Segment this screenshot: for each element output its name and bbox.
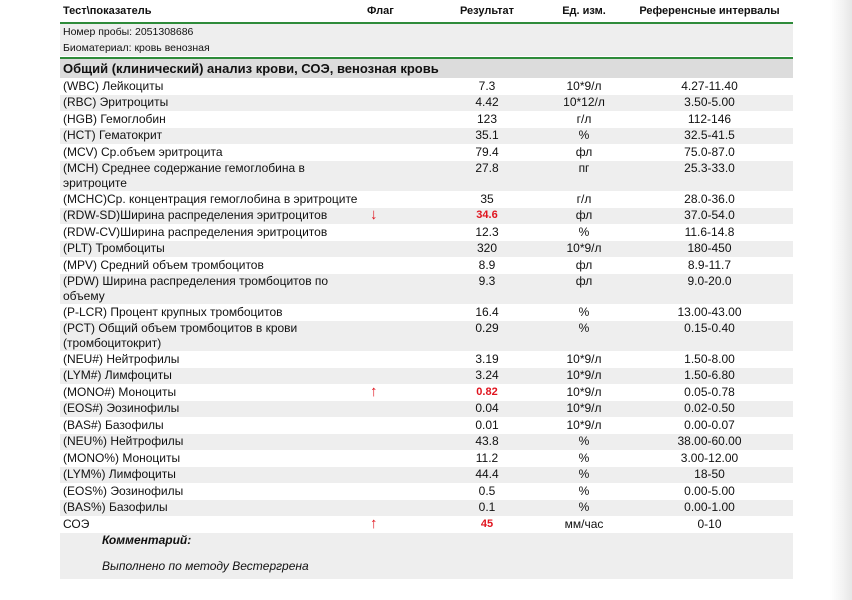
result-value: 34.6 (476, 209, 498, 221)
result-value: 45 (480, 517, 494, 530)
unit-value: % (578, 467, 590, 481)
reference-range: 75.0-87.0 (684, 144, 735, 159)
reference-range: 0-10 (697, 516, 722, 531)
reference-range: 8.9-11.7 (687, 257, 732, 272)
test-name: (MCV) Ср.объем эритроцита (63, 144, 223, 159)
result-value: 4.42 (475, 95, 499, 109)
unit-value: % (578, 321, 590, 335)
result-value: 43.8 (475, 434, 499, 448)
reference-range: 0.00-0.07 (684, 417, 735, 432)
test-name: (BAS#) Базофилы (63, 417, 164, 432)
test-name: (RDW-CV)Ширина распределения эритроцитов (63, 224, 328, 239)
reference-range: 9.0-20.0 (687, 274, 732, 288)
table-row (60, 241, 793, 258)
arrow-down-icon: ↓ (370, 206, 378, 223)
unit-value: % (578, 483, 590, 498)
reference-range: 1.50-8.00 (684, 351, 735, 366)
table-row (60, 78, 793, 95)
unit-value: фл (575, 144, 593, 159)
result-value: 123 (476, 111, 498, 126)
table-row (60, 128, 793, 145)
unit-value: 10*9/л (566, 351, 602, 366)
result-value: 16.4 (475, 304, 499, 319)
result-value: 7.3 (478, 78, 496, 93)
result-value: 320 (476, 241, 498, 255)
unit-value: % (578, 304, 590, 319)
lab-report (60, 0, 793, 579)
unit-value: % (578, 500, 590, 514)
reference-range: 0.00-1.00 (684, 500, 735, 514)
test-name: (EOS%) Эозинофилы (63, 483, 184, 498)
unit-value: фл (575, 257, 593, 272)
test-name: СОЭ (63, 516, 90, 531)
col-ref: Референсные интервалы (639, 5, 780, 17)
reference-range: 3.00-12.00 (680, 450, 739, 465)
table-row (60, 450, 793, 467)
test-name: (MONO%) Моноциты (63, 450, 181, 465)
table-row (60, 304, 793, 321)
unit-value: 10*9/л (566, 241, 602, 255)
col-result: Результат (459, 5, 515, 17)
table-row (60, 257, 793, 274)
table-row (60, 500, 793, 517)
reference-range: 4.27-11.40 (681, 78, 738, 93)
table-row (60, 483, 793, 500)
test-name: (PDW) Ширина распределения тромбоцитов по объему (63, 274, 329, 303)
table-row (60, 384, 793, 401)
result-value: 0.82 (476, 385, 498, 398)
table-row (60, 368, 793, 385)
reference-range: 28.0-36.0 (684, 191, 735, 206)
table-row (60, 516, 793, 533)
unit-value: мм/час (564, 516, 604, 531)
table-row (60, 191, 793, 208)
reference-range: 25.3-33.0 (684, 161, 735, 175)
col-flag: Флаг (367, 5, 394, 17)
section-title: Общий (клинический) анализ крови, СОЭ, венозная кровь (60, 57, 793, 78)
table-row (60, 161, 793, 192)
reference-range: 32.5-41.5 (684, 128, 735, 142)
result-value: 0.29 (475, 321, 499, 335)
result-value: 11.2 (475, 450, 499, 465)
unit-value: % (578, 128, 590, 142)
comment-box (60, 533, 793, 579)
result-value: 0.04 (475, 401, 499, 415)
results-table (60, 78, 793, 533)
comment-title: Комментарий: (102, 532, 192, 547)
page-edge (830, 0, 852, 600)
table-row (60, 111, 793, 128)
result-value: 27.8 (475, 161, 499, 175)
table-row (60, 95, 793, 112)
table-row (60, 208, 793, 225)
result-value: 12.3 (475, 224, 499, 239)
flag-indicator (362, 382, 432, 400)
table-row (60, 351, 793, 368)
result-value: 8.9 (478, 257, 496, 272)
reference-range: 13.00-43.00 (677, 304, 742, 319)
table-row (60, 417, 793, 434)
test-name: (HCT) Гематокрит (63, 128, 163, 142)
reference-range: 180-450 (687, 241, 732, 255)
reference-range: 0.15-0.40 (684, 321, 735, 335)
unit-value: 10*9/л (566, 78, 602, 93)
reference-range: 37.0-54.0 (684, 208, 735, 222)
test-name: (MPV) Средний объем тромбоцитов (63, 257, 264, 272)
col-unit: Ед. изм. (562, 5, 606, 17)
result-value: 35.1 (475, 128, 499, 142)
result-value: 79.4 (475, 144, 499, 159)
test-name: (WBC) Лейкоциты (63, 78, 164, 93)
test-name: (BAS%) Базофилы (63, 500, 168, 514)
test-name: (PLT) Тромбоциты (63, 241, 165, 255)
result-value: 44.4 (475, 467, 499, 481)
result-value: 3.19 (475, 351, 499, 366)
unit-value: 10*9/л (566, 417, 602, 432)
unit-value: фл (575, 274, 593, 288)
unit-value: % (578, 434, 590, 448)
test-name: (LYM#) Лимфоциты (63, 368, 172, 382)
unit-value: г/л (576, 111, 592, 126)
test-name: (LYM%) Лимфоциты (63, 467, 176, 481)
unit-value: г/л (576, 191, 592, 206)
reference-range: 112-146 (687, 111, 732, 126)
test-name: (RBC) Эритроциты (63, 95, 169, 109)
test-name: (P-LCR) Процент крупных тромбоцитов (63, 304, 283, 319)
unit-value: 10*12/л (563, 95, 605, 109)
test-name: (RDW-SD)Ширина распределения эритроцитов (63, 208, 328, 222)
flag-indicator (362, 208, 432, 223)
unit-value: 10*9/л (566, 368, 602, 382)
biomaterial: Биоматериал: кровь венозная (60, 40, 793, 56)
result-value: 35 (480, 191, 494, 206)
arrow-up-icon: ↑ (370, 514, 378, 532)
test-name: (PCT) Общий объем тромбоцитов в крови (тромбоцитокрит) (63, 321, 298, 350)
reference-range: 38.00-60.00 (677, 434, 742, 448)
arrow-up-icon: ↑ (370, 382, 378, 400)
comment-text: Выполнено по методу Вестергрена (102, 558, 309, 573)
test-name: (NEU#) Нейтрофилы (63, 351, 180, 366)
unit-value: % (578, 224, 590, 239)
result-value: 3.24 (475, 368, 499, 382)
reference-range: 0.05-0.78 (684, 384, 735, 399)
test-name: (EOS#) Эозинофилы (63, 401, 180, 415)
test-name: (MONO#) Моноциты (63, 384, 177, 399)
table-row (60, 467, 793, 484)
test-name: (MCH) Среднее содержание гемоглобина в эритроците (63, 161, 305, 190)
table-row (60, 144, 793, 161)
reference-range: 18-50 (694, 467, 725, 481)
test-name: (HGB) Гемоглобин (63, 111, 166, 126)
table-row (60, 434, 793, 451)
unit-value: % (578, 450, 590, 465)
table-row (60, 321, 793, 352)
result-value: 0.1 (478, 500, 496, 514)
table-row (60, 401, 793, 418)
reference-range: 3.50-5.00 (684, 95, 735, 109)
test-name: (MCHC)Ср. концентрация гемоглобина в эритроците (63, 191, 358, 206)
table-header (60, 0, 793, 24)
sample-number: Номер пробы: 2051308686 (60, 24, 793, 40)
result-value: 0.5 (478, 483, 496, 498)
table-row (60, 224, 793, 241)
result-value: 0.01 (475, 417, 499, 432)
col-test: Тест\показатель (63, 5, 152, 17)
unit-value: 10*9/л (566, 384, 602, 399)
result-value: 9.3 (478, 274, 496, 288)
reference-range: 0.00-5.00 (684, 483, 735, 498)
reference-range: 11.6-14.8 (684, 224, 735, 239)
unit-value: фл (575, 208, 593, 222)
reference-range: 1.50-6.80 (684, 368, 735, 382)
unit-value: пг (578, 161, 590, 175)
table-row (60, 274, 793, 305)
unit-value: 10*9/л (566, 401, 602, 415)
reference-range: 0.02-0.50 (684, 401, 735, 415)
test-name: (NEU%) Нейтрофилы (63, 434, 184, 448)
flag-indicator (362, 514, 432, 532)
